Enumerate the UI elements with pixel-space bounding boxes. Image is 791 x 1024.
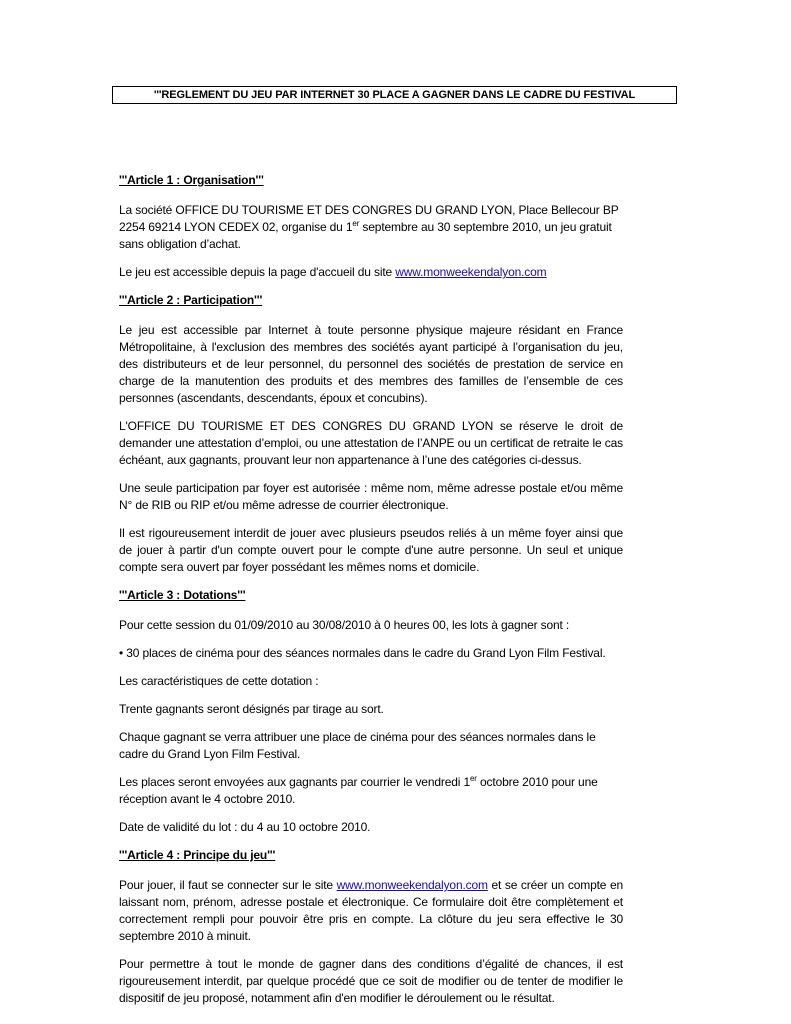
article3-paragraph-shipping: [119, 774, 623, 808]
article1-paragraph-access: [119, 264, 623, 281]
document-title: '''REGLEMENT DU JEU PAR INTERNET 30 PLACE A GAGNER DANS LE CADRE DU FESTIVAL: [112, 86, 677, 104]
article3-p6-text-a: Les places seront envoyées aux gagnants par courrier le vendredi 1: [119, 775, 470, 789]
article3-paragraph-characteristics: Les caractéristiques de cette dotation :: [119, 674, 319, 688]
article1-p1-superscript: er: [352, 219, 360, 228]
article2-heading: '''Article 2 : Participation''': [119, 293, 263, 307]
article3-paragraph-draw: Trente gagnants seront désignés par tirage au sort.: [119, 702, 384, 716]
article2-paragraph-one-per-household: Une seule participation par foyer est autorisée : même nom, même adresse postale et/ou même N° de RIB ou RIP et/ou même adresse de courrier électronique.: [119, 481, 623, 512]
article1-p2-text: Le jeu est accessible depuis la page d'accueil du site: [119, 265, 396, 279]
article3-p6-superscript: er: [470, 774, 477, 783]
article4-p1-text-b: et se créer un compte en laissant nom, prénom, adresse postale et électronique. Ce formulaire doit être complètement et correctement rempli pour pouvoir être pris en compte. La clôture du jeu sera effective le 30 septembre 2010 à minuit.: [119, 878, 623, 943]
document-body: [119, 172, 623, 1007]
article1-paragraph-organizer: [119, 202, 623, 253]
article4-heading: '''Article 4 : Principe du jeu''': [119, 848, 276, 862]
article1-p1-text-b: septembre au 30 septembre 2010, un jeu gratuit sans obligation d’achat.: [119, 220, 612, 251]
article3-p6-text-b: octobre 2010 pour une réception avant le 4 octobre 2010.: [119, 775, 598, 806]
website-link-2[interactable]: www.monweekendalyon.com: [336, 878, 488, 892]
article3-heading: '''Article 3 : Dotations''': [119, 588, 246, 602]
website-link[interactable]: www.monweekendalyon.com: [395, 265, 547, 279]
article3-paragraph-award: Chaque gagnant se verra attribuer une place de cinéma pour des séances normales dans le cadre du Grand Lyon Film Festival.: [119, 730, 596, 761]
article3-paragraph-session: Pour cette session du 01/09/2010 au 30/08/2010 à 0 heures 00, les lots à gagner sont :: [119, 618, 570, 632]
article2-paragraph-pseudonyms: Il est rigoureusement interdit de jouer avec plusieurs pseudos reliés à un même foyer ainsi que de jouer à partir d'un compte ouvert pour le compte d'une autre personne. Un seul et unique compte sera ouvert par foyer possédant les mêmes noms et domicile.: [119, 526, 623, 574]
article1-p1-text-a: La société OFFICE DU TOURISME ET DES CONGRES DU GRAND LYON, Place Bellecour BP 2254 69214 LYON CEDEX 02, organise du 1: [119, 203, 619, 234]
article2-paragraph-eligibility: Le jeu est accessible par Internet à toute personne physique majeure résidant en France Métropolitaine, à l'exclusion des membres des sociétés ayant participé à l’organisation du jeu, des distributeurs et de leur personnel, du personnel des sociétés de prestation de service en charge de la manutention des produits et des membres des familles de l’ensemble de ces personnes (ascendants, descendants, époux et concubins).: [119, 323, 623, 405]
article3-paragraph-prize: • 30 places de cinéma pour des séances normales dans le cadre du Grand Lyon Film Festival.: [119, 646, 606, 660]
article4-paragraph-fair-play: Pour permettre à tout le monde de gagner dans des conditions d’égalité de chances, il est rigoureusement interdit, par quelque procédé que ce soit de modifier ou de tenter de modifier le dispositif de jeu proposé, notamment afin d'en modifier le déroulement ou le résultat.: [119, 957, 623, 1005]
article4-p1-text-a: Pour jouer, il faut se connecter sur le site: [119, 878, 337, 892]
article1-heading: '''Article 1 : Organisation''': [119, 173, 264, 187]
article3-paragraph-validity: Date de validité du lot : du 4 au 10 octobre 2010.: [119, 820, 371, 834]
article2-paragraph-verification: L'OFFICE DU TOURISME ET DES CONGRES DU GRAND LYON se réserve le droit de demander une attestation d’emploi, ou une attestation de l’ANPE ou un certificat de retraite le cas échéant, aux gagnants, prouvant leur non appartenance à l’une des catégories ci-dessus.: [119, 419, 623, 467]
article4-paragraph-how-to-play: [119, 877, 623, 945]
